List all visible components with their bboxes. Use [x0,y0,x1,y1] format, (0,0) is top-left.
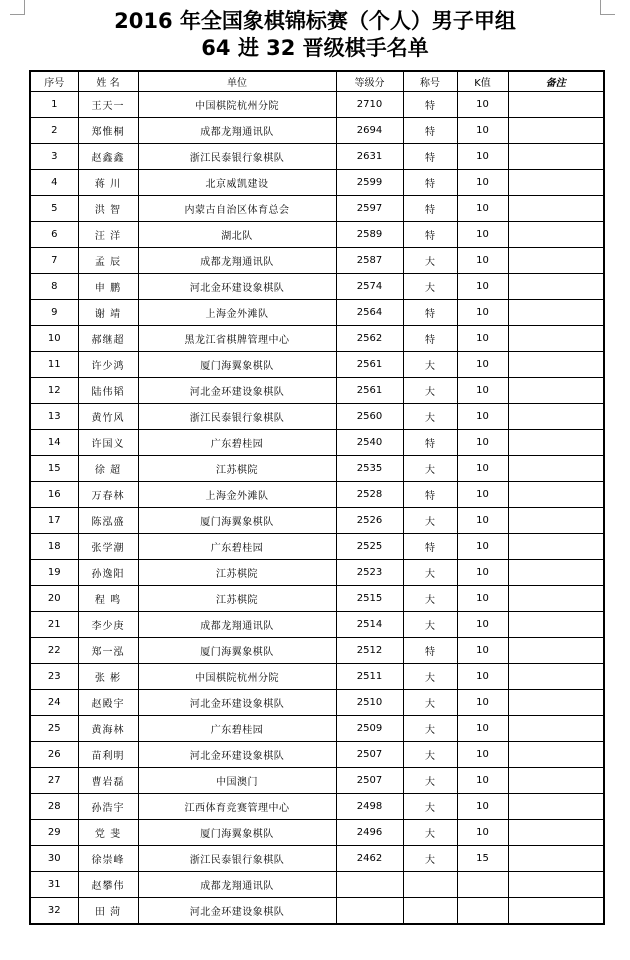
cell-kfactor: 10 [457,482,508,508]
cell-index: 8 [30,274,78,300]
table-row [30,196,604,222]
cell-index: 32 [30,898,78,925]
cell-unit: 上海金外滩队 [138,300,336,326]
cell-title: 大 [403,690,457,716]
cell-player-name: 李少庚 [78,612,138,638]
header-notes: 备注 [508,71,604,92]
table-row [30,664,604,690]
cell-player-name: 陆伟韬 [78,378,138,404]
cell-unit: 北京威凯建设 [138,170,336,196]
document-title [0,8,630,62]
cell-notes [508,248,604,274]
cell-kfactor: 10 [457,690,508,716]
table-row [30,794,604,820]
cell-unit: 河北金环建设象棋队 [138,274,336,300]
cell-index: 14 [30,430,78,456]
cell-player-name: 申 鹏 [78,274,138,300]
cell-rating: 2564 [336,300,403,326]
cell-player-name: 许国义 [78,430,138,456]
cell-kfactor: 10 [457,170,508,196]
cell-player-name: 徐 超 [78,456,138,482]
header-title: 称号 [403,71,457,92]
cell-unit: 河北金环建设象棋队 [138,742,336,768]
cell-notes [508,144,604,170]
table-row [30,222,604,248]
table-row [30,820,604,846]
cell-index: 18 [30,534,78,560]
cell-rating: 2514 [336,612,403,638]
cell-rating: 2462 [336,846,403,872]
table-row [30,430,604,456]
cell-index: 23 [30,664,78,690]
header-rating: 等级分 [336,71,403,92]
cell-notes [508,404,604,430]
cell-index: 15 [30,456,78,482]
cell-title: 大 [403,664,457,690]
cell-rating: 2597 [336,196,403,222]
cell-notes [508,534,604,560]
cell-title: 特 [403,170,457,196]
cell-player-name: 孟 辰 [78,248,138,274]
table-row [30,456,604,482]
header-unit: 单位 [138,71,336,92]
cell-player-name: 张学潮 [78,534,138,560]
cell-player-name: 徐崇峰 [78,846,138,872]
cell-index: 6 [30,222,78,248]
cell-unit: 厦门海翼象棋队 [138,820,336,846]
cell-rating: 2694 [336,118,403,144]
table-row [30,742,604,768]
cell-title: 大 [403,456,457,482]
cell-rating: 2523 [336,560,403,586]
cell-notes [508,638,604,664]
cell-notes [508,92,604,118]
cell-unit: 上海金外滩队 [138,482,336,508]
cell-index: 10 [30,326,78,352]
cell-rating: 2587 [336,248,403,274]
cell-index: 11 [30,352,78,378]
cell-notes [508,456,604,482]
cell-unit: 厦门海翼象棋队 [138,352,336,378]
cell-kfactor: 10 [457,430,508,456]
cell-unit: 成都龙翔通讯队 [138,612,336,638]
cell-player-name: 赵鑫鑫 [78,144,138,170]
table-row [30,300,604,326]
cell-index: 30 [30,846,78,872]
cell-notes [508,820,604,846]
cell-player-name: 汪 洋 [78,222,138,248]
cell-kfactor: 10 [457,118,508,144]
cell-notes [508,352,604,378]
cell-notes [508,300,604,326]
cell-notes [508,378,604,404]
cell-index: 27 [30,768,78,794]
cell-player-name: 郑惟桐 [78,118,138,144]
cell-notes [508,664,604,690]
cell-player-name: 赵殿宇 [78,690,138,716]
cell-rating: 2525 [336,534,403,560]
cell-notes [508,170,604,196]
table-row [30,404,604,430]
cell-kfactor: 10 [457,638,508,664]
cell-kfactor: 10 [457,456,508,482]
cell-unit: 广东碧桂园 [138,430,336,456]
cell-kfactor: 10 [457,378,508,404]
cell-kfactor: 10 [457,586,508,612]
cell-title: 大 [403,274,457,300]
cell-kfactor: 10 [457,742,508,768]
cell-rating: 2498 [336,794,403,820]
cell-title: 大 [403,248,457,274]
cell-notes [508,768,604,794]
cell-rating: 2512 [336,638,403,664]
cell-unit: 中国棋院杭州分院 [138,664,336,690]
cell-player-name: 党 斐 [78,820,138,846]
cell-kfactor: 10 [457,560,508,586]
cell-player-name: 谢 靖 [78,300,138,326]
cell-index: 4 [30,170,78,196]
table-row [30,716,604,742]
cell-index: 21 [30,612,78,638]
cell-rating [336,898,403,925]
cell-rating: 2511 [336,664,403,690]
table-body [30,92,604,925]
cell-kfactor: 10 [457,716,508,742]
cell-index: 19 [30,560,78,586]
cell-notes [508,742,604,768]
cell-rating: 2509 [336,716,403,742]
title-line-1: 2016 年全国象棋锦标赛（个人）男子甲组 [114,9,516,33]
cell-index: 7 [30,248,78,274]
cell-notes [508,482,604,508]
cell-player-name: 陈泓盛 [78,508,138,534]
cell-unit: 河北金环建设象棋队 [138,378,336,404]
cell-rating: 2528 [336,482,403,508]
cell-rating: 2535 [336,456,403,482]
cell-index: 5 [30,196,78,222]
cell-rating: 2526 [336,508,403,534]
cell-rating: 2560 [336,404,403,430]
header-index: 序号 [30,71,78,92]
cell-kfactor [457,872,508,898]
header-name: 姓 名 [78,71,138,92]
cell-notes [508,560,604,586]
cell-kfactor: 10 [457,664,508,690]
table-row [30,352,604,378]
cell-title: 特 [403,534,457,560]
cell-title [403,872,457,898]
cell-notes [508,430,604,456]
cell-rating: 2507 [336,742,403,768]
qualified-players-table [29,70,605,925]
table-header-row [30,71,604,92]
cell-title [403,898,457,925]
cell-notes [508,612,604,638]
cell-player-name: 郝继超 [78,326,138,352]
cell-rating: 2631 [336,144,403,170]
cell-kfactor: 10 [457,612,508,638]
cell-title: 大 [403,404,457,430]
cell-unit: 湖北队 [138,222,336,248]
table-row [30,898,604,925]
cell-title: 大 [403,378,457,404]
cell-rating: 2510 [336,690,403,716]
cell-rating: 2589 [336,222,403,248]
cell-index: 26 [30,742,78,768]
cell-kfactor: 10 [457,92,508,118]
cell-index: 29 [30,820,78,846]
cell-index: 17 [30,508,78,534]
title-line-2: 64 进 32 晋级棋手名单 [201,36,429,60]
cell-title: 大 [403,352,457,378]
table-row [30,508,604,534]
cell-notes [508,898,604,925]
table-row [30,274,604,300]
cell-title: 特 [403,144,457,170]
cell-title: 特 [403,482,457,508]
cell-player-name: 孙逸阳 [78,560,138,586]
table-row [30,586,604,612]
cell-notes [508,222,604,248]
cell-kfactor: 10 [457,404,508,430]
cell-unit: 江苏棋院 [138,456,336,482]
cell-rating: 2561 [336,352,403,378]
cell-player-name: 许少鸿 [78,352,138,378]
cell-notes [508,508,604,534]
cell-index: 9 [30,300,78,326]
table-row [30,872,604,898]
cell-notes [508,794,604,820]
cell-title: 大 [403,742,457,768]
table-row [30,768,604,794]
cell-player-name: 洪 智 [78,196,138,222]
cell-unit: 内蒙古自治区体育总会 [138,196,336,222]
cell-title: 大 [403,768,457,794]
cell-notes [508,274,604,300]
cell-title: 大 [403,508,457,534]
cell-unit: 河北金环建设象棋队 [138,690,336,716]
cell-kfactor: 10 [457,144,508,170]
cell-kfactor: 10 [457,222,508,248]
cell-title: 大 [403,612,457,638]
cell-notes [508,196,604,222]
table-row [30,92,604,118]
table-row [30,560,604,586]
cell-player-name: 张 彬 [78,664,138,690]
cell-unit: 江苏棋院 [138,560,336,586]
cell-title: 大 [403,794,457,820]
cell-notes [508,846,604,872]
cell-kfactor: 10 [457,794,508,820]
cell-unit: 中国澳门 [138,768,336,794]
cell-player-name: 蒋 川 [78,170,138,196]
cell-rating: 2599 [336,170,403,196]
table-row [30,612,604,638]
cell-kfactor: 15 [457,846,508,872]
cell-player-name: 苗利明 [78,742,138,768]
cell-unit: 河北金环建设象棋队 [138,898,336,925]
cell-rating: 2710 [336,92,403,118]
cell-title: 特 [403,196,457,222]
cell-player-name: 田 菏 [78,898,138,925]
cell-title: 特 [403,638,457,664]
table-row [30,482,604,508]
cell-kfactor: 10 [457,326,508,352]
cell-unit: 浙江民泰银行象棋队 [138,404,336,430]
cell-kfactor: 10 [457,274,508,300]
cell-unit: 成都龙翔通讯队 [138,248,336,274]
cell-unit: 中国棋院杭州分院 [138,92,336,118]
cell-title: 特 [403,430,457,456]
table-row [30,378,604,404]
table-row [30,638,604,664]
cell-title: 大 [403,846,457,872]
cell-player-name: 曹岩磊 [78,768,138,794]
cell-unit: 浙江民泰银行象棋队 [138,846,336,872]
cell-notes [508,872,604,898]
cell-index: 25 [30,716,78,742]
cell-unit: 江西体育竞赛管理中心 [138,794,336,820]
cell-title: 特 [403,92,457,118]
cell-kfactor: 10 [457,248,508,274]
cell-unit: 厦门海翼象棋队 [138,508,336,534]
cell-unit: 成都龙翔通讯队 [138,118,336,144]
cell-player-name: 黄海林 [78,716,138,742]
cell-index: 1 [30,92,78,118]
cell-player-name: 孙浩宇 [78,794,138,820]
cell-kfactor [457,898,508,925]
table-row [30,248,604,274]
cell-rating: 2561 [336,378,403,404]
cell-kfactor: 10 [457,768,508,794]
cell-notes [508,326,604,352]
cell-notes [508,118,604,144]
cell-index: 3 [30,144,78,170]
cell-kfactor: 10 [457,534,508,560]
cell-unit: 厦门海翼象棋队 [138,638,336,664]
cell-title: 大 [403,716,457,742]
cell-title: 大 [403,820,457,846]
cell-index: 31 [30,872,78,898]
cell-unit: 黑龙江省棋牌管理中心 [138,326,336,352]
cell-notes [508,690,604,716]
cell-index: 13 [30,404,78,430]
cell-kfactor: 10 [457,508,508,534]
table-row [30,326,604,352]
cell-title: 大 [403,560,457,586]
cell-rating: 2562 [336,326,403,352]
cell-index: 20 [30,586,78,612]
table-row [30,534,604,560]
cell-rating: 2507 [336,768,403,794]
cell-kfactor: 10 [457,300,508,326]
cell-rating: 2540 [336,430,403,456]
cell-unit: 江苏棋院 [138,586,336,612]
header-kfactor: K值 [457,71,508,92]
table-row [30,144,604,170]
table-row [30,846,604,872]
cell-player-name: 程 鸣 [78,586,138,612]
cell-index: 12 [30,378,78,404]
cell-player-name: 万春林 [78,482,138,508]
cell-rating: 2496 [336,820,403,846]
cell-index: 22 [30,638,78,664]
cell-title: 特 [403,326,457,352]
cell-unit: 广东碧桂园 [138,534,336,560]
cell-kfactor: 10 [457,820,508,846]
table-row [30,690,604,716]
cell-rating [336,872,403,898]
cell-kfactor: 10 [457,352,508,378]
cell-notes [508,586,604,612]
cell-rating: 2515 [336,586,403,612]
cell-rating: 2574 [336,274,403,300]
cell-title: 特 [403,118,457,144]
cell-index: 24 [30,690,78,716]
cell-player-name: 王天一 [78,92,138,118]
cell-kfactor: 10 [457,196,508,222]
cell-player-name: 黄竹风 [78,404,138,430]
table-row [30,170,604,196]
cell-player-name: 郑一泓 [78,638,138,664]
cell-title: 大 [403,586,457,612]
cell-notes [508,716,604,742]
cell-unit: 广东碧桂园 [138,716,336,742]
cell-player-name: 赵攀伟 [78,872,138,898]
cell-title: 特 [403,300,457,326]
cell-unit: 成都龙翔通讯队 [138,872,336,898]
cell-unit: 浙江民泰银行象棋队 [138,144,336,170]
cell-index: 28 [30,794,78,820]
cell-index: 16 [30,482,78,508]
table-row [30,118,604,144]
cell-title: 特 [403,222,457,248]
cell-index: 2 [30,118,78,144]
